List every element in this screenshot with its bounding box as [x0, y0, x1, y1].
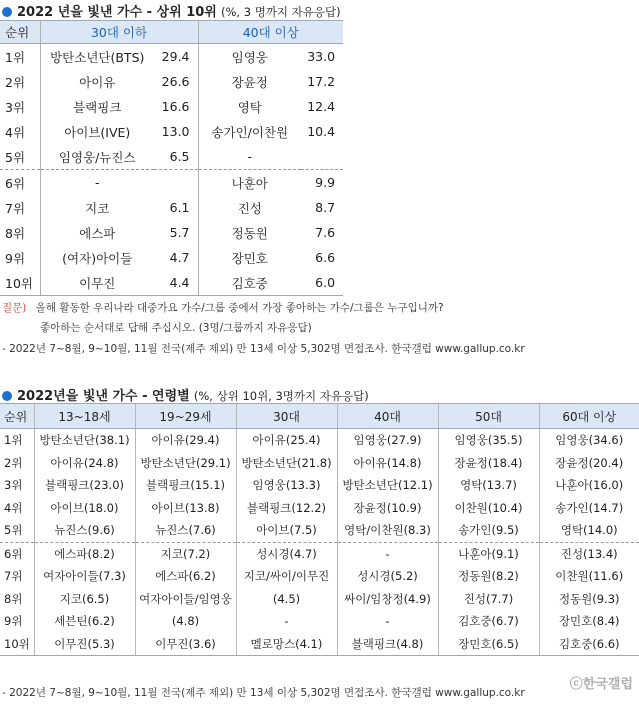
singer-cell: 방탄소년단(21.8) — [236, 452, 337, 475]
singer-cell: (4.5) — [236, 588, 337, 611]
singer-name-cell: 블랙핑크 — [40, 94, 154, 119]
rank-cell: 2위 — [5, 74, 26, 90]
singer-name-cell: 지코 — [40, 195, 154, 220]
rank-cell: 1위 — [5, 49, 26, 65]
table2-header-age-group: 19~29세 — [135, 404, 236, 429]
singer-cell: 방탄소년단(12.1) — [337, 474, 438, 497]
question-line1: 올해 활동한 우리나라 대중가요 가수/그룹 중에서 가장 좋아하는 가수/그룹은 누구입니까? — [35, 302, 444, 314]
singer-cell: 아이유(29.4) — [135, 429, 236, 452]
singer-cell: 장윤정(18.4) — [438, 452, 539, 475]
singer-name-cell: 방탄소년단(BTS) — [40, 44, 154, 70]
singer-name-cell: 장민호 — [198, 245, 301, 270]
singer-name-cell: 임영웅/뉴진스 — [40, 144, 154, 170]
rank-cell: 2위 — [4, 455, 23, 470]
singer-cell: 아이유(24.8) — [34, 452, 135, 475]
table-row — [0, 588, 639, 611]
table1-title-sub: (%, 3 명까지 자유응답) — [221, 5, 341, 19]
percent-cell: 10.4 — [307, 124, 336, 139]
percent-cell: 29.4 — [161, 49, 190, 64]
percent-cell: 9.9 — [301, 170, 343, 196]
table1 — [0, 20, 343, 296]
percent-cell: 16.6 — [161, 99, 190, 114]
table-row — [0, 270, 343, 296]
table-row — [0, 44, 343, 70]
table-row — [0, 633, 639, 656]
singer-cell: 장윤정(10.9) — [337, 497, 438, 520]
percent-cell: 5.7 — [169, 225, 190, 240]
percent-cell: 12.4 — [307, 99, 336, 114]
singer-cell: 임영웅(34.6) — [539, 429, 639, 452]
rank-cell: 7위 — [4, 569, 23, 584]
singer-cell: 싸이/임창정(4.9) — [337, 588, 438, 611]
rank-cell: 9위 — [5, 250, 26, 266]
table2-title-main: 2022년을 빛낸 가수 - 연령별 — [17, 389, 190, 404]
singer-cell: 지코/싸이/이무진 — [236, 565, 337, 588]
singer-cell: 장민호(6.5) — [438, 633, 539, 656]
singer-cell: 아이브(18.0) — [34, 497, 135, 520]
singer-cell: 방탄소년단(38.1) — [34, 429, 135, 452]
singer-cell: 방탄소년단(29.1) — [135, 452, 236, 475]
percent-cell: 4.7 — [169, 250, 190, 265]
percent-cell: 8.7 — [315, 200, 336, 215]
singer-name-cell: - — [40, 170, 154, 196]
singer-cell: 영탁(14.0) — [539, 519, 639, 542]
rank-cell: 7위 — [5, 200, 26, 216]
singer-cell: 송가인(9.5) — [438, 519, 539, 542]
percent-cell: 4.4 — [154, 270, 198, 296]
table2-title — [2, 385, 369, 404]
singer-cell: 에스파(8.2) — [34, 542, 135, 565]
singer-cell: 김호중(6.6) — [539, 633, 639, 656]
singer-name-cell: 송가인/이찬원 — [198, 119, 301, 144]
singer-name-cell: 나훈아 — [198, 170, 301, 196]
singer-cell: 세븐틴(6.2) — [34, 610, 135, 633]
singer-name-cell: 임영웅 — [198, 44, 301, 70]
singer-cell: 이무진(3.6) — [135, 633, 236, 656]
rank-cell: 8위 — [5, 225, 26, 241]
rank-cell: 10위 — [0, 633, 34, 656]
singer-cell: 지코(6.5) — [34, 588, 135, 611]
watermark: ⓒ한국갤럽 — [569, 677, 633, 692]
rank-cell: 8위 — [4, 591, 23, 606]
singer-name-cell: 진성 — [198, 195, 301, 220]
singer-name-cell: 영탁 — [198, 94, 301, 119]
table-row — [0, 610, 639, 633]
percent-cell: 6.6 — [315, 250, 336, 265]
table-row — [0, 542, 639, 565]
table2-header-age-group: 30대 — [236, 404, 337, 429]
rank-cell: 9위 — [4, 614, 23, 629]
singer-cell: 정동원(9.3) — [539, 588, 639, 611]
table2-header-age-group: 60대 이상 — [539, 404, 639, 429]
question-label: 질문) — [2, 302, 27, 314]
singer-cell: 나훈아(9.1) — [438, 542, 539, 565]
singer-cell: 나훈아(16.0) — [539, 474, 639, 497]
rank-cell: 1위 — [4, 433, 23, 448]
rank-cell: 6위 — [0, 170, 40, 196]
singer-name-cell: (여자)아이들 — [40, 245, 154, 270]
singer-name-cell: 정동원 — [198, 220, 301, 245]
singer-cell: 장윤정(20.4) — [539, 452, 639, 475]
table1-header-group1: 30대 이하 — [40, 21, 198, 44]
rank-cell: 3위 — [4, 478, 23, 493]
singer-cell: 정동원(8.2) — [438, 565, 539, 588]
singer-cell: 뉴진스(7.6) — [135, 519, 236, 542]
table-row — [0, 474, 639, 497]
rank-cell: 5위 — [4, 523, 23, 538]
singer-cell: 여자아이들(7.3) — [34, 565, 135, 588]
singer-cell: - — [236, 610, 337, 633]
table2-header-age-group: 40대 — [337, 404, 438, 429]
singer-name-cell: 아이브(IVE) — [40, 119, 154, 144]
percent-cell: 7.6 — [315, 225, 336, 240]
percent-cell: 6.1 — [169, 200, 190, 215]
singer-cell: 아이유(14.8) — [337, 452, 438, 475]
percent-cell — [154, 170, 198, 196]
rank-cell: 4위 — [4, 500, 23, 515]
singer-name-cell: 에스파 — [40, 220, 154, 245]
singer-cell: 김호중(6.7) — [438, 610, 539, 633]
table-row — [0, 497, 639, 520]
singer-cell: 아이브(13.8) — [135, 497, 236, 520]
table2-header-age-group: 50대 — [438, 404, 539, 429]
table-row — [0, 565, 639, 588]
percent-cell: 13.0 — [161, 124, 190, 139]
singer-cell: 송가인(14.7) — [539, 497, 639, 520]
table1-header-group2: 40대 이상 — [198, 21, 343, 44]
singer-cell: 에스파(6.2) — [135, 565, 236, 588]
singer-cell: 영탁/이찬원(8.3) — [337, 519, 438, 542]
percent-cell: 6.0 — [301, 270, 343, 296]
source-note-1: - 2022년 7~8월, 9~10월, 11월 전국(제주 제외) 만 13세 이상 5,302명 면접조사. 한국갤럽 www.gallup.co.kr — [2, 343, 525, 355]
singer-cell: 이찬원(11.6) — [539, 565, 639, 588]
singer-cell: (4.8) — [135, 610, 236, 633]
singer-cell: 아이브(7.5) — [236, 519, 337, 542]
table-row — [0, 220, 343, 245]
singer-cell: 진성(13.4) — [539, 542, 639, 565]
rank-cell: 4위 — [5, 124, 26, 140]
table-row — [0, 69, 343, 94]
percent-cell: 17.2 — [307, 74, 336, 89]
singer-cell: 블랙핑크(23.0) — [34, 474, 135, 497]
singer-name-cell: 김호중 — [198, 270, 301, 296]
table1-header-rank: 순위 — [0, 21, 40, 44]
singer-name-cell: 이무진 — [40, 270, 154, 296]
singer-name-cell: - — [198, 144, 301, 170]
percent-cell: 26.6 — [161, 74, 190, 89]
table1-title — [2, 1, 341, 20]
singer-cell: 이찬원(10.4) — [438, 497, 539, 520]
singer-cell: 멜로망스(4.1) — [236, 633, 337, 656]
percent-cell — [301, 144, 343, 170]
rank-cell: 3위 — [5, 99, 26, 115]
rank-cell: 6위 — [0, 542, 34, 565]
table-row — [0, 119, 343, 144]
singer-cell: 임영웅(13.3) — [236, 474, 337, 497]
percent-cell: 6.5 — [169, 149, 190, 164]
singer-cell: 블랙핑크(15.1) — [135, 474, 236, 497]
bullet-icon — [2, 7, 12, 17]
bullet-icon — [2, 391, 12, 401]
singer-cell: 임영웅(35.5) — [438, 429, 539, 452]
table-row — [0, 195, 343, 220]
source-note-2: - 2022년 7~8월, 9~10월, 11월 전국(제주 제외) 만 13세 이상 5,302명 면접조사. 한국갤럽 www.gallup.co.kr — [2, 687, 525, 699]
table-row — [0, 452, 639, 475]
singer-cell: 여자아이들/임영웅 — [135, 588, 236, 611]
singer-cell: 뉴진스(9.6) — [34, 519, 135, 542]
table2-header-rank: 순위 — [0, 404, 34, 429]
percent-cell: 33.0 — [307, 49, 336, 64]
singer-cell: - — [337, 542, 438, 565]
singer-cell: 지코(7.2) — [135, 542, 236, 565]
singer-cell: 임영웅(27.9) — [337, 429, 438, 452]
singer-cell: 성시경(5.2) — [337, 565, 438, 588]
table-row — [0, 245, 343, 270]
table-row — [0, 170, 343, 196]
table2 — [0, 403, 639, 656]
singer-cell: 블랙핑크(4.8) — [337, 633, 438, 656]
question-line2: 좋아하는 순서대로 답해 주십시오. (3명/그룹까지 자유응답) — [40, 322, 312, 334]
singer-cell: 장민호(8.4) — [539, 610, 639, 633]
table-row — [0, 519, 639, 542]
table-row — [0, 429, 639, 452]
table2-header-age-group: 13~18세 — [34, 404, 135, 429]
singer-cell: 진성(7.7) — [438, 588, 539, 611]
rank-cell: 10위 — [0, 270, 40, 296]
singer-name-cell: 장윤정 — [198, 69, 301, 94]
singer-cell: - — [337, 610, 438, 633]
table1-title-main: 2022 년을 빛낸 가수 - 상위 10위 — [17, 5, 217, 20]
question-note — [2, 300, 444, 315]
table2-title-sub: (%, 상위 10위, 3명까지 자유응답) — [193, 389, 369, 403]
singer-cell: 아이유(25.4) — [236, 429, 337, 452]
singer-cell: 성시경(4.7) — [236, 542, 337, 565]
singer-cell: 이무진(5.3) — [34, 633, 135, 656]
singer-name-cell: 아이유 — [40, 69, 154, 94]
table-row — [0, 94, 343, 119]
rank-cell: 5위 — [5, 149, 26, 165]
singer-cell: 블랙핑크(12.2) — [236, 497, 337, 520]
table-row — [0, 144, 343, 170]
singer-cell: 영탁(13.7) — [438, 474, 539, 497]
